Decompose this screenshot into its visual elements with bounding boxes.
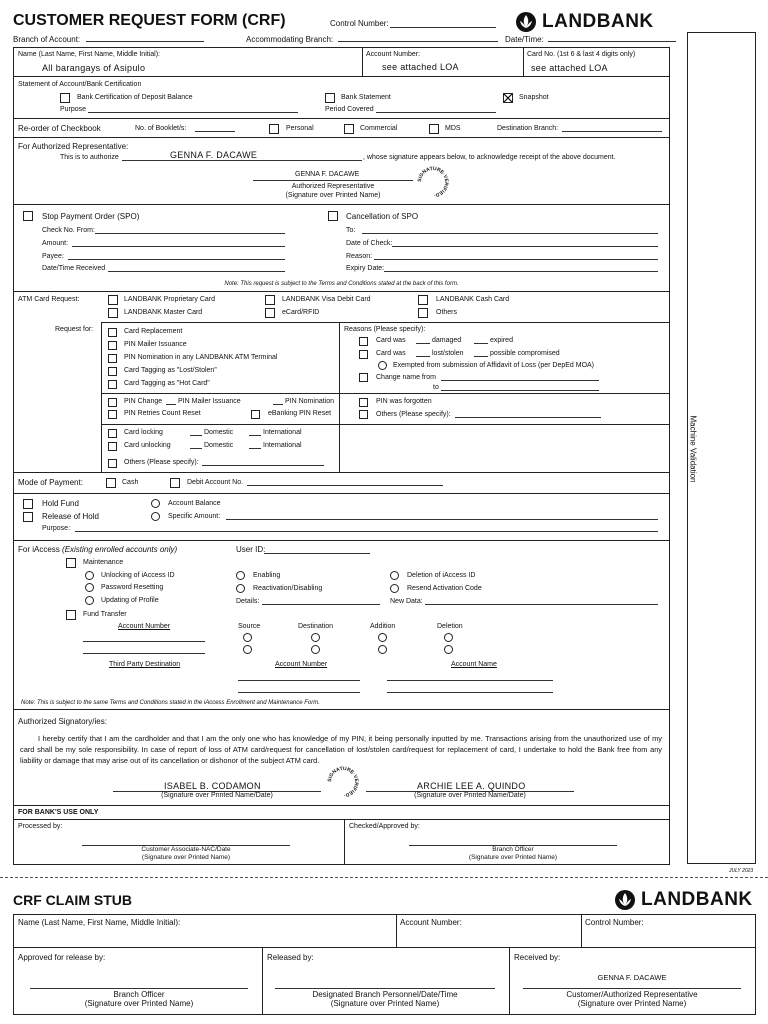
ecard-checkbox[interactable]	[265, 308, 275, 318]
others-card-label: Others	[436, 309, 458, 316]
cancel-spo-checkbox[interactable]	[328, 211, 338, 221]
pin-nomination-atm-label: PIN Nomination in any LANDBANK ATM Terminal	[124, 354, 278, 361]
iaccess-title	[18, 545, 177, 554]
iaccess-title-text: For iAccess	[18, 545, 60, 554]
bank-cert-checkbox[interactable]	[60, 93, 70, 103]
landbank-logo-text: LANDBANK	[542, 11, 654, 32]
atm-request-title: ATM Card Request:	[18, 296, 80, 303]
destination-radio-1[interactable]	[311, 633, 320, 642]
customer-caption: Customer/Authorized Representative	[566, 990, 698, 999]
datetime-label: Date/Time:	[505, 35, 544, 44]
profile-radio[interactable]	[85, 596, 94, 605]
purpose-label: Purpose	[60, 106, 87, 113]
account-number-label: Account Number:	[366, 51, 421, 58]
commercial-checkbox[interactable]	[344, 124, 354, 134]
deletion-radio-1[interactable]	[444, 633, 453, 642]
card-was-damaged-checkbox[interactable]	[359, 337, 368, 346]
personal-label: Personal	[286, 125, 314, 132]
designated-caption-2: (Signature over Printed Name)	[330, 999, 440, 1008]
password-label: Password Resetting	[101, 584, 164, 591]
booklets-label: No. of Booklet/s:	[135, 125, 187, 132]
stop-payment-label: Stop Payment Order (SPO)	[42, 212, 140, 221]
authorized-caption-2: (Signature over Printed Name)	[285, 192, 381, 199]
password-radio[interactable]	[85, 583, 94, 592]
svg-text:SIGNATURE·VERIFIED·: SIGNATURE·VERIFIED·	[327, 766, 359, 798]
ebanking-pin-checkbox[interactable]	[251, 410, 260, 419]
stop-payment-checkbox[interactable]	[23, 211, 33, 221]
officer-caption: Branch Officer	[492, 846, 534, 853]
hold-fund-checkbox[interactable]	[23, 499, 33, 509]
pin-change-checkbox[interactable]	[108, 398, 117, 407]
fund-transfer-checkbox[interactable]	[66, 610, 76, 620]
card-was-lost-checkbox[interactable]	[359, 350, 368, 359]
signatory-2-name: ARCHIE LEE A. QUINDO	[417, 781, 526, 791]
enabling-radio[interactable]	[236, 571, 245, 580]
checkbook-title: Re-order of Checkbook	[18, 124, 101, 133]
cash-checkbox[interactable]	[106, 478, 116, 488]
master-card-checkbox[interactable]	[108, 308, 118, 318]
account-balance-radio[interactable]	[151, 499, 160, 508]
stub-name-label: Name (Last Name, First Name, Middle Initial):	[18, 918, 181, 927]
account-number-value[interactable]: see attached LOA	[382, 62, 459, 72]
master-card-label: LANDBANK Master Card	[124, 309, 203, 316]
expired-label: expired	[490, 337, 513, 344]
bank-statement-checkbox[interactable]	[325, 93, 335, 103]
to-label: To:	[346, 227, 356, 234]
specific-amount-label: Specific Amount:	[168, 513, 221, 520]
authorized-caption-1: Authorized Representative	[291, 183, 375, 190]
cancel-spo-label: Cancellation of SPO	[346, 212, 419, 221]
pin-retries-label: PIN Retries Count Reset	[124, 410, 201, 417]
resend-radio[interactable]	[390, 584, 399, 593]
snapshot-label: Snapshot	[519, 94, 549, 101]
source-radio-2[interactable]	[243, 645, 252, 654]
svg-text:SIGNATURE·VERIFIED·: SIGNATURE·VERIFIED·	[417, 166, 449, 198]
maintenance-checkbox[interactable]	[66, 558, 76, 568]
card-replacement-label: Card Replacement	[124, 328, 183, 335]
account-balance-label: Account Balance	[168, 500, 221, 507]
processed-by-label: Processed by:	[18, 823, 63, 830]
card-replacement-checkbox[interactable]	[108, 328, 117, 337]
fund-transfer-label: Fund Transfer	[83, 611, 127, 618]
branch-label: Branch of Account:	[13, 35, 81, 44]
signatory-1-caption: (Signature over Printed Name/Date)	[161, 792, 273, 799]
exempted-label: Exempted from submission of Affidavit of Loss (per DepEd MOA)	[393, 362, 595, 369]
bank-cert-label: Bank Certification of Deposit Balance	[77, 94, 193, 101]
payment-title: Mode of Payment:	[18, 478, 83, 487]
form-title: CUSTOMER REQUEST FORM (CRF)	[13, 12, 286, 29]
tag-lost-label: Card Tagging as "Lost/Stolen"	[124, 367, 217, 374]
deletion-label: Deletion	[437, 623, 463, 630]
destination-label: Destination	[298, 623, 334, 630]
release-hold-checkbox[interactable]	[23, 512, 33, 522]
cash-card-checkbox[interactable]	[418, 295, 428, 305]
others-specify2-label: Others (Please specify):	[124, 459, 199, 466]
card-was-label-2: Card was	[376, 350, 406, 357]
others-specify2-checkbox[interactable]	[108, 459, 117, 468]
card-was-label-1: Card was	[376, 337, 406, 344]
locking-international-label: International	[263, 429, 302, 436]
signatory-title: Authorized Signatory/ies:	[18, 717, 107, 726]
spo-note: Note: This request is subject to the Terms and Conditions stated at the back of this form.	[224, 281, 459, 287]
stub-title: CRF CLAIM STUB	[13, 892, 132, 908]
maintenance-label: Maintenance	[83, 559, 124, 566]
cash-label: Cash	[122, 479, 139, 486]
iaccess-subtitle: (Existing enrolled accounts only)	[62, 545, 178, 554]
stub-landbank-logo	[614, 889, 753, 911]
signatory-stamp-icon	[327, 766, 359, 798]
ft-account-number-label: Account Number	[118, 623, 171, 630]
check-mark-icon	[503, 93, 513, 103]
unlocking-domestic-label: Domestic	[204, 442, 234, 449]
bank-statement-label: Bank Statement	[341, 94, 391, 101]
period-covered-label: Period Covered	[325, 106, 374, 113]
compromised-label: possible compromised	[490, 350, 560, 357]
tp-account-number-label: Account Number	[275, 661, 328, 668]
reactivation-radio[interactable]	[236, 584, 245, 593]
card-unlocking-checkbox[interactable]	[108, 442, 117, 451]
date-received-label: Date/Time Received	[42, 265, 106, 272]
addition-radio-2[interactable]	[378, 645, 387, 654]
damaged-label: damaged	[432, 337, 462, 344]
unlocking-label: Unlocking of iAccess ID	[101, 572, 175, 579]
pin-forgotten-checkbox[interactable]	[359, 398, 368, 407]
enabling-label: Enabling	[253, 572, 281, 579]
ebanking-pin-label: eBanking PIN Reset	[268, 410, 332, 417]
stub-account-label: Account Number:	[400, 918, 462, 927]
designated-caption: Designated Branch Personnel/Date/Time	[312, 990, 458, 999]
pin-nomination-atm-checkbox[interactable]	[108, 354, 117, 363]
customer-caption-2: (Signature over Printed Name)	[577, 999, 687, 1008]
signatory-1-name: ISABEL B. CODAMON	[164, 781, 261, 791]
third-party-label: Third Party Destination	[109, 661, 181, 668]
checked-by-label: Checked/Approved by:	[349, 823, 420, 830]
card-unlocking-label: Card unlocking	[124, 442, 171, 449]
others-specify-checkbox[interactable]	[359, 410, 368, 419]
others-specify-label: Others (Please specify):	[376, 411, 451, 418]
authorized-rep-title: For Authorized Representative:	[18, 142, 129, 151]
visa-card-checkbox[interactable]	[265, 295, 275, 305]
stub-officer-caption-2: (Signature over Printed Name)	[84, 999, 194, 1008]
specific-amount-radio[interactable]	[151, 512, 160, 521]
tag-hot-label: Card Tagging as "Hot Card"	[124, 380, 210, 387]
change-name-label: Change name from	[376, 374, 436, 381]
account-name-label: Account Name	[451, 661, 497, 668]
release-hold-label: Release of Hold	[42, 512, 99, 521]
unlocking-international-label: International	[263, 442, 302, 449]
lost-stolen-label: lost/stolen	[432, 350, 464, 357]
change-name-to-label: to	[433, 384, 439, 391]
form-version: JULY 2023	[729, 868, 754, 874]
released-label: Released by:	[267, 953, 314, 962]
addition-radio-1[interactable]	[378, 633, 387, 642]
stub-landbank-logo-text: LANDBANK	[641, 889, 753, 910]
stub-landbank-logo-icon	[614, 889, 636, 911]
received-name: GENNA F. DACAWE	[597, 973, 667, 982]
payee-label: Payee:	[42, 253, 64, 260]
associate-caption: Customer Associate-NAC/Date	[141, 846, 231, 853]
debit-label: Debit Account No.	[187, 479, 244, 486]
commercial-label: Commercial	[360, 125, 398, 132]
snapshot-checkbox[interactable]	[503, 93, 513, 103]
ecard-label: eCard/RFID	[282, 309, 320, 316]
landbank-logo-icon	[515, 11, 537, 33]
statement-title: Statement of Account/Bank Certification	[18, 81, 142, 88]
stub-control-label: Control Number:	[585, 918, 644, 927]
destination-radio-2[interactable]	[311, 645, 320, 654]
machine-validation-label: Machine Validation	[688, 415, 698, 483]
unlocking-radio[interactable]	[85, 571, 94, 580]
user-id-label: User ID:	[236, 545, 266, 554]
signature-verified-stamp	[417, 166, 449, 198]
signatory-stamp	[327, 766, 359, 798]
expiry-date-label: Expiry Date:	[346, 265, 385, 272]
card-locking-checkbox[interactable]	[108, 429, 117, 438]
destination-branch-label: Destination Branch:	[497, 125, 559, 132]
source-label: Source	[238, 623, 261, 630]
deletion-radio-2[interactable]	[444, 645, 453, 654]
cash-card-label: LANDBANK Cash Card	[436, 296, 510, 303]
mds-label: MDS	[445, 125, 461, 132]
cut-line	[0, 877, 768, 878]
profile-label: Updating of Profile	[101, 597, 159, 604]
signatory-2-caption: (Signature over Printed Name/Date)	[414, 792, 526, 799]
authorize-text-post: , whose signature appears below, to acknowledge receipt of the above document.	[363, 154, 616, 161]
card-number-value[interactable]: see attached LOA	[531, 63, 608, 73]
received-label: Received by:	[514, 953, 561, 962]
iaccess-note: Note: This is subject to the same Terms and Conditions stated in the iAccess Enrollment and Maintenance Form.	[21, 700, 320, 706]
accommodating-label: Accommodating Branch:	[246, 35, 334, 44]
authorize-text-pre: This is to authorize	[60, 154, 119, 161]
approved-label: Approved for release by:	[18, 953, 106, 962]
details-label: Details:	[236, 598, 260, 605]
authorized-name-value[interactable]: GENNA F. DACAWE	[170, 150, 258, 160]
certification-text: I hereby certify that I am the cardholder and that I am the only one who has knowledge of my PIN, it being personally inputted by me. Transactions arising from the unauthorized use of my card shall be my sole responsibility. In case of report of loss of ATM card/request for cancellation of lost/stolen card/request for replacement of card, I undertake to hold the Bank free from any liability or damage that may arise out of its cancellation or dishonor of the subject ATM card.	[20, 734, 662, 765]
pin-change-label: PIN Change	[124, 398, 163, 405]
pin-mailer-checkbox[interactable]	[108, 341, 117, 350]
hold-fund-label: Hold Fund	[42, 499, 79, 508]
reactivation-label: Reactivation/Disabling	[253, 585, 323, 592]
locking-domestic-label: Domestic	[204, 429, 234, 436]
others-card-checkbox[interactable]	[418, 308, 428, 318]
exempted-radio[interactable]	[378, 361, 387, 370]
request-for-label: Request for:	[55, 326, 94, 333]
pin-nomination-label: PIN Nomination	[285, 398, 335, 405]
officer-caption-2: (Signature over Printed Name)	[468, 854, 558, 861]
name-value[interactable]: All barangays of Asipulo	[42, 63, 146, 73]
authorized-sig-name: GENNA F. DACAWE	[295, 171, 360, 178]
stub-officer-caption: Branch Officer	[113, 990, 165, 999]
check-no-label: Check No. From:	[42, 227, 95, 234]
pin-retries-checkbox[interactable]	[108, 410, 117, 419]
name-label: Name (Last Name, First Name, Middle Initial):	[18, 51, 160, 58]
proprietary-card-label: LANDBANK Proprietary Card	[124, 296, 216, 303]
bank-use-title: FOR BANK'S USE ONLY	[18, 809, 99, 816]
tag-lost-checkbox[interactable]	[108, 367, 117, 376]
debit-checkbox[interactable]	[170, 478, 180, 488]
card-number-label: Card No. (1st 6 & last 4 digits only)	[527, 51, 636, 58]
deletion-id-radio[interactable]	[390, 571, 399, 580]
deletion-id-label: Deletion of iAccess ID	[407, 572, 476, 579]
pin-mailer-issuance-label: PIN Mailer Issuance	[178, 398, 241, 405]
addition-label: Addition	[370, 623, 396, 630]
mds-checkbox[interactable]	[429, 124, 439, 134]
date-of-check-label: Date of Check:	[346, 240, 393, 247]
amount-label: Amount:	[42, 240, 69, 247]
landbank-logo	[515, 11, 654, 33]
tag-hot-checkbox[interactable]	[108, 380, 117, 389]
resend-label: Resend Activation Code	[407, 585, 482, 592]
pin-mailer-label: PIN Mailer Issuance	[124, 341, 187, 348]
associate-caption-2: (Signature over Printed Name)	[141, 854, 231, 861]
signature-verified-stamp-icon	[417, 166, 449, 198]
visa-card-label: LANDBANK Visa Debit Card	[282, 296, 371, 303]
card-locking-label: Card locking	[124, 429, 163, 436]
control-number-label: Control Number:	[330, 19, 389, 28]
hold-purpose-label: Purpose:	[42, 525, 71, 532]
reason-label: Reason:	[346, 253, 373, 260]
pin-forgotten-label: PIN was forgotten	[376, 398, 432, 405]
source-radio-1[interactable]	[243, 633, 252, 642]
personal-checkbox[interactable]	[269, 124, 279, 134]
new-data-label: New Data:	[390, 598, 423, 605]
change-name-checkbox[interactable]	[359, 373, 368, 382]
reasons-label: Reasons (Please specify):	[344, 326, 426, 333]
proprietary-card-checkbox[interactable]	[108, 295, 118, 305]
